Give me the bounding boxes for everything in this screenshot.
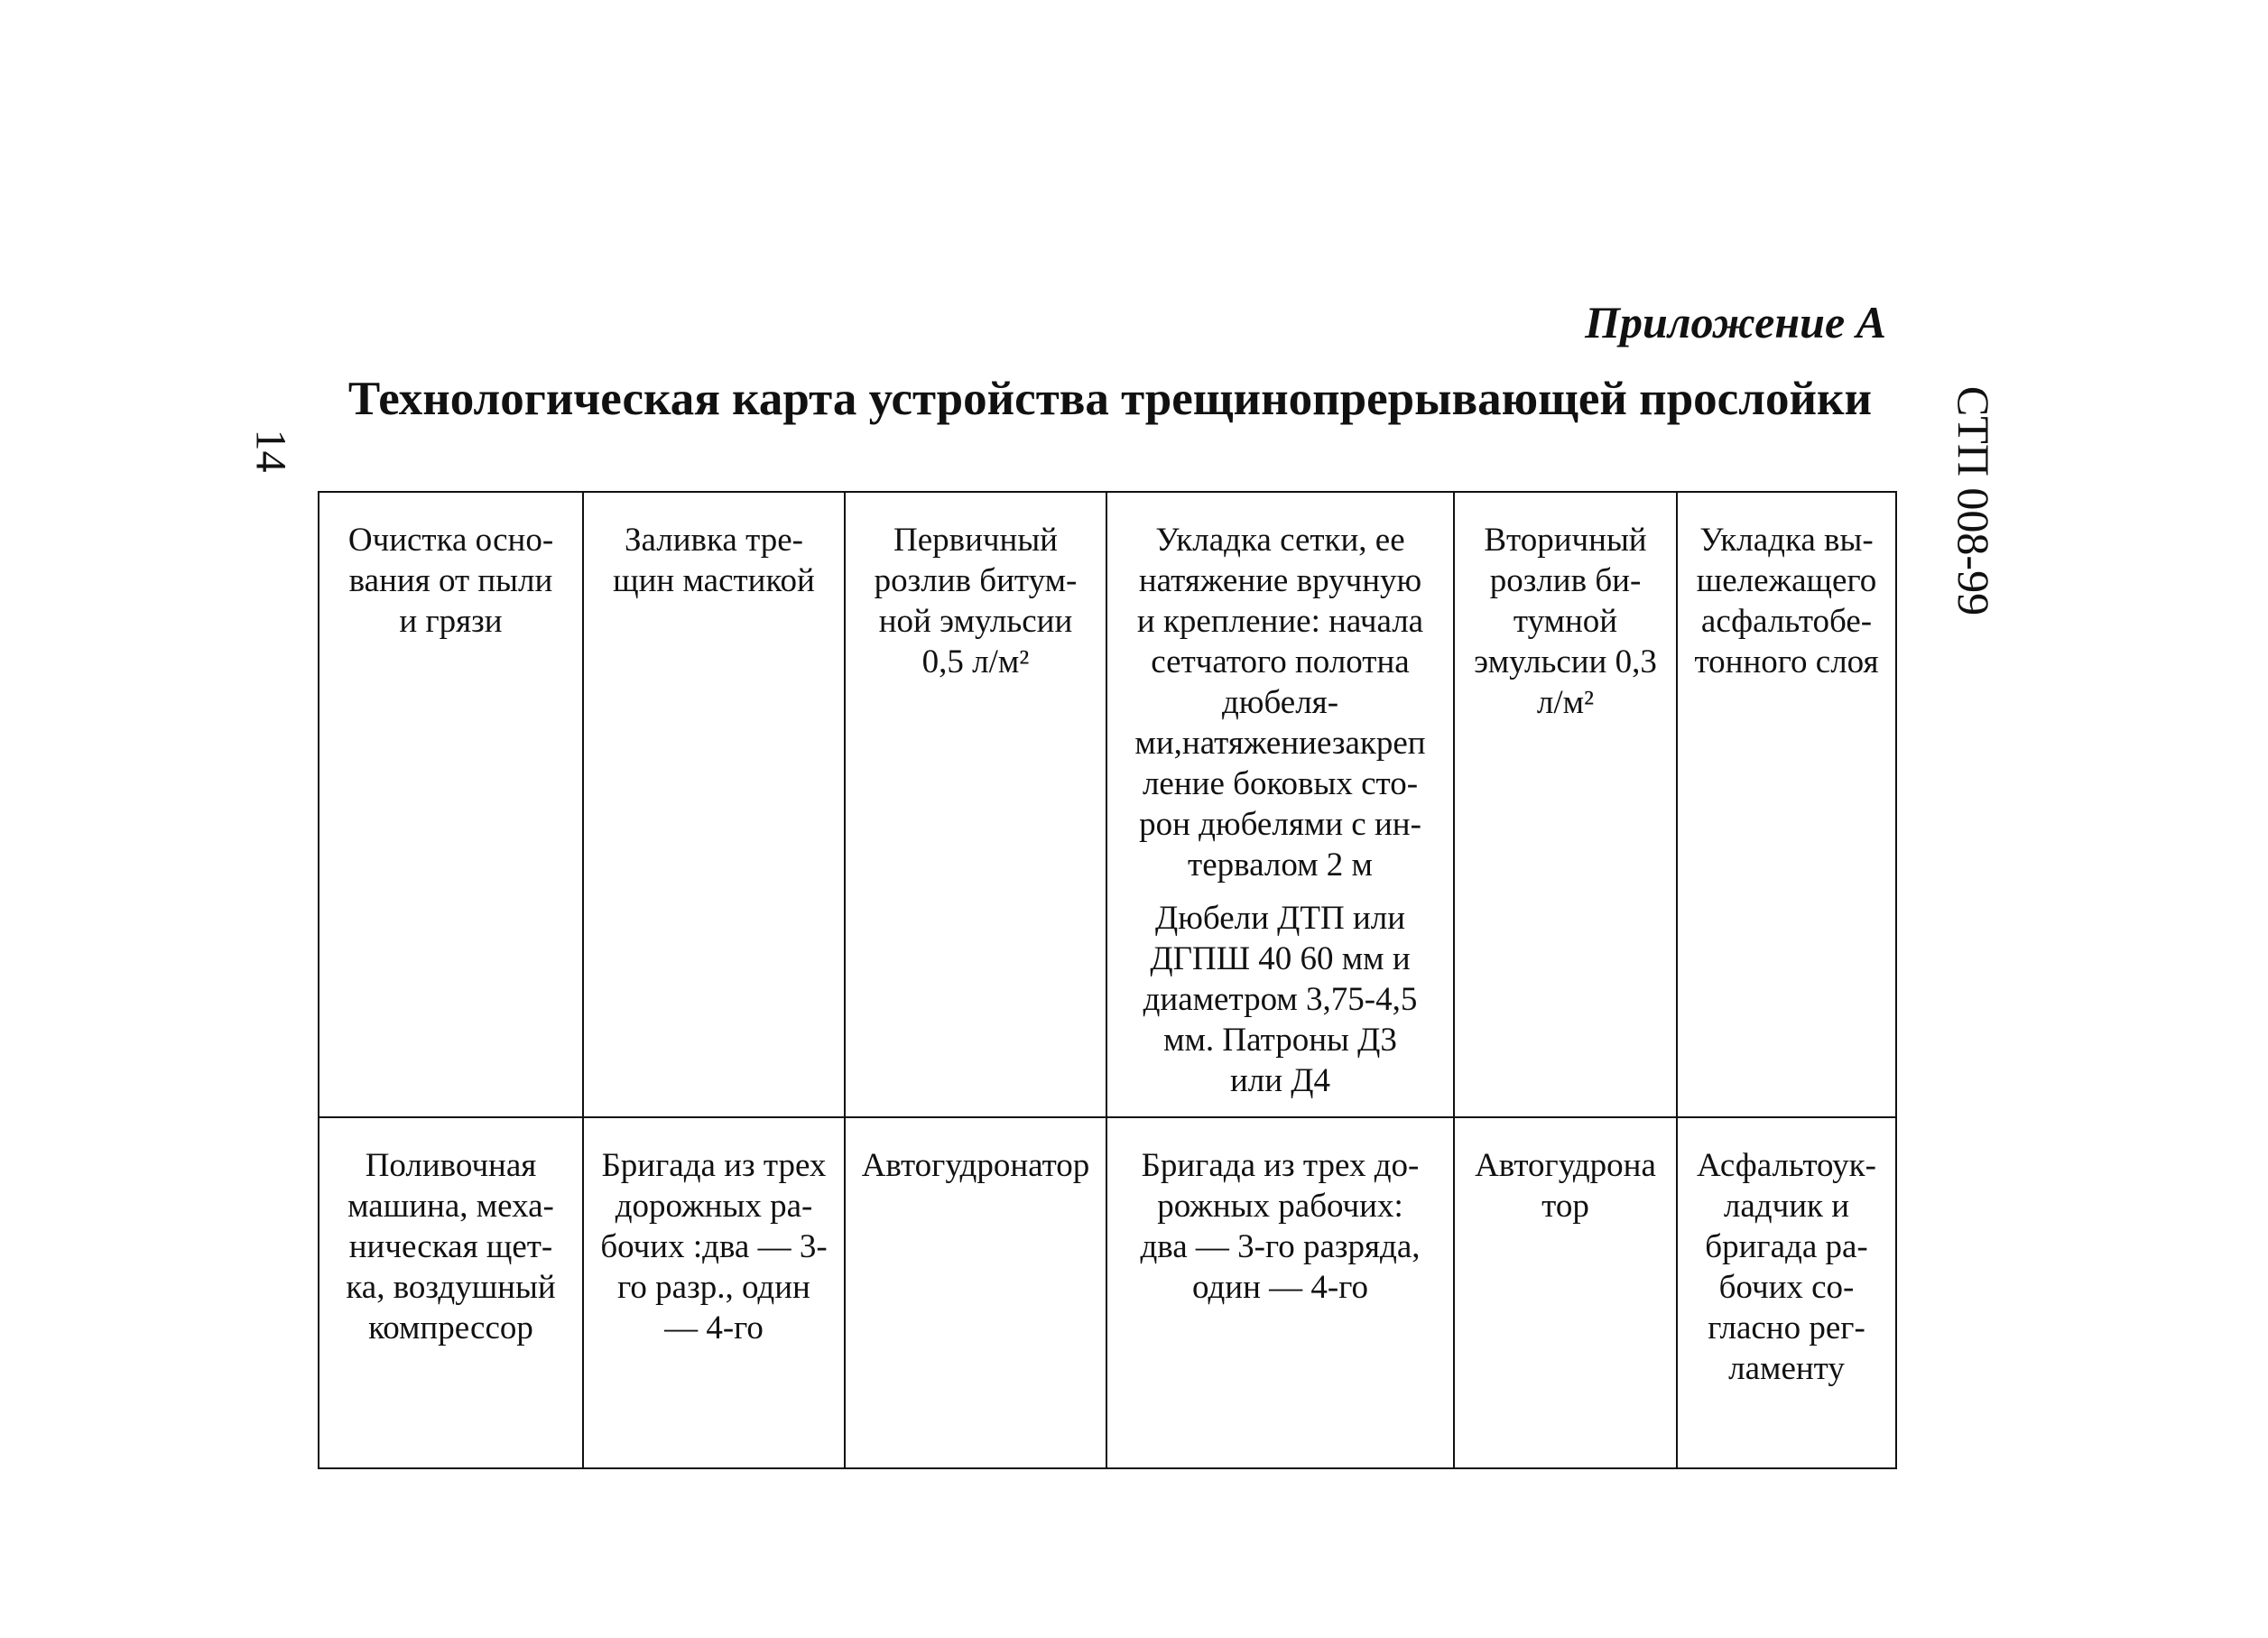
table-cell: [1677, 1117, 1896, 1468]
table-row-resources: [319, 1117, 1896, 1468]
table-row-operations: [319, 492, 1896, 1117]
table-cell: [583, 1117, 845, 1468]
technological-card-table: [318, 491, 1897, 1469]
table-cell: [583, 492, 845, 1117]
cell-text: Асфальтоук- ладчик и бригада ра- бочих со- гласно рег- ламенту: [1697, 1147, 1876, 1387]
cell-text: Автогудрона тор: [1475, 1147, 1656, 1225]
cell-text: Первичный розлив битум- ной эмульсии 0,5 л/м²: [874, 522, 1078, 680]
cell-text: Укладка вы- шележащего асфальтобе- тонного слоя: [1694, 522, 1879, 680]
cell-text: Очистка осно- вания от пыли и грязи: [347, 522, 554, 640]
cell-text: Бригада из трех до- рожных рабочих: два — 3-го разряда, один — 4-го: [1140, 1147, 1421, 1306]
cell-text: Поливочная машина, меха- ническая щет- ка, воздушный компрессор: [346, 1147, 556, 1346]
document-code: СТП 008-99: [1949, 385, 2000, 616]
table-cell: [845, 492, 1106, 1117]
table-cell: [1106, 492, 1454, 1117]
cell-text: Укладка сетки, ее натяжение вручную и крепление: начала сетчатого полотна дюбеля- ми,натяжениезакреп ление боковых сто- рон дюбелями с ин- тервалом 2 м: [1134, 522, 1426, 884]
table-cell: [1677, 492, 1896, 1117]
cell-text: Вторичный розлив би- тумной эмульсии 0,3 л/м²: [1474, 522, 1657, 721]
table-cell: [319, 1117, 583, 1468]
document-title: Технологическая карта устройства трещинопрерывающей прослойки: [347, 373, 1873, 425]
table-cell: [1454, 1117, 1677, 1468]
table-cell: [319, 492, 583, 1117]
table-cell: [1454, 492, 1677, 1117]
cell-note: Дюбели ДТП или ДГПШ 40 60 мм и диаметром 3,75-4,5 мм. Патроны Д3 или Д4: [1143, 900, 1418, 1099]
table-cell: [1106, 1117, 1454, 1468]
page-number: 14: [246, 429, 295, 473]
cell-text: Заливка тре- щин мастикой: [613, 522, 815, 599]
appendix-label: Приложение А: [1585, 297, 1886, 347]
cell-text: Автогудронатор: [861, 1147, 1090, 1184]
table-cell: [845, 1117, 1106, 1468]
cell-text: Бригада из трех дорожных ра- бочих :два — 3- го разр., один — 4-го: [600, 1147, 828, 1346]
